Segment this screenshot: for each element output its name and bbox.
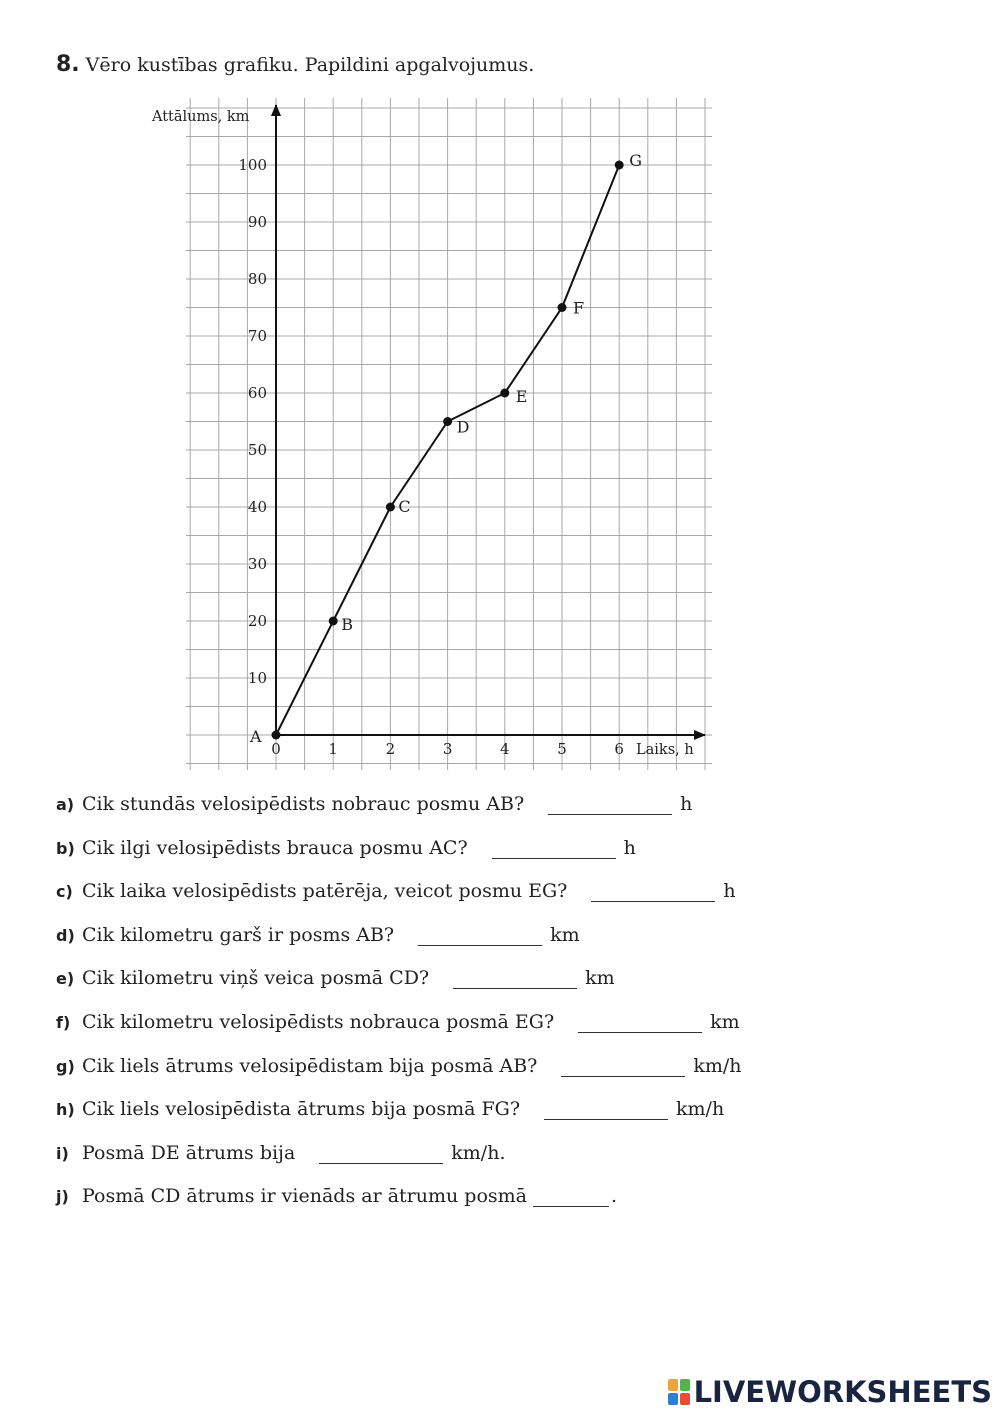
point-g [615,161,624,170]
logo-square-4 [680,1393,690,1405]
answer-input-j[interactable] [533,1188,609,1207]
x-tick-label: 1 [328,740,338,758]
chart-axes [151,104,706,758]
question-letter: a) [56,795,75,814]
question-text: Posmā DE ātrums bija [82,1141,296,1164]
x-axis-arrow-icon [694,730,706,740]
answer-input-c[interactable] [591,883,715,902]
question-letter: b) [56,838,75,858]
question-row [56,1055,742,1085]
logo-text: LIVEWORKSHEETS [693,1375,992,1409]
task-number: 8. [56,52,80,77]
answer-input-a[interactable] [548,796,672,815]
y-tick-label: 60 [247,384,267,402]
point-b [329,617,338,626]
question-row [56,967,615,997]
answer-input-g[interactable] [561,1058,685,1077]
point-label-d: D [456,417,470,437]
y-axis-arrow-icon [271,104,281,116]
question-text: Cik kilometru garš ir posms AB? [82,923,395,946]
point-label-c: C [398,497,411,516]
logo-square-2 [680,1379,690,1391]
answer-input-e[interactable] [453,970,577,989]
answer-unit: h [623,836,636,859]
liveworksheets-logo [668,1375,992,1409]
answer-input-h[interactable] [544,1101,668,1120]
question-row [56,1142,506,1172]
question-letter: j) [56,1187,69,1207]
question-letter: h) [56,1100,75,1120]
point-label-f: F [573,298,585,318]
question-row [56,1011,740,1041]
question-text: Cik liels velosipēdista ātrums bija posmā FG? [82,1098,521,1121]
answer-unit: km [710,1011,740,1033]
question-letter: c) [56,882,73,902]
question-row [56,924,580,954]
question-text: Posmā CD ātrums ir vienāds ar ātrumu posmā [82,1185,527,1208]
x-tick-label: 3 [442,740,453,758]
x-tick-label: 5 [557,740,567,758]
question-text: Cik laika velosipēdists patērēja, veicot posmu EG? [82,880,568,903]
point-label-b: B [341,615,353,634]
task-instruction: Vēro kustības grafiku. Papildini apgalvojumus. [85,54,535,76]
y-tick-label: 50 [247,441,267,459]
logo-square-3 [668,1393,678,1405]
logo-square-1 [668,1379,678,1391]
y-tick-label: 80 [247,270,267,288]
answer-unit: km/h [676,1098,725,1121]
chart-series [249,151,642,746]
answer-input-f[interactable] [578,1014,702,1033]
y-tick-label: 70 [247,327,267,345]
point-label-g: G [629,151,642,170]
question-letter: e) [56,969,75,989]
question-row [56,837,636,867]
y-tick-label: 40 [247,498,267,516]
answer-unit: h [680,793,693,815]
x-axis-label: Laiks, h [636,742,694,758]
point-label-e: E [515,387,528,406]
question-row [56,880,736,910]
x-tick-label: 4 [500,740,510,758]
x-tick-label: 0 [271,740,281,758]
x-tick-label: 2 [385,740,396,758]
question-row [56,1185,617,1215]
y-tick-label: 10 [247,669,267,687]
y-tick-label: 90 [247,213,267,231]
point-d [443,417,452,426]
point-a [272,731,281,740]
point-label-a: A [250,727,262,746]
y-tick-label: 30 [247,555,267,573]
question-text: Cik stundās velosipēdists nobrauc posmu AB? [82,793,525,815]
point-e [500,389,509,398]
y-axis-label: Attālums, km [152,109,250,125]
answer-input-b[interactable] [492,840,616,859]
question-letter: d) [56,925,75,945]
answer-unit: km [550,923,580,946]
question-text: Cik liels ātrums velosipēdistam bija posmā AB? [82,1054,538,1077]
question-row [56,793,692,823]
y-tick-label: 20 [247,612,267,630]
question-text: Cik kilometru viņš veica posmā CD? [82,967,430,990]
chart-tick-labels [238,156,624,758]
answer-input-i[interactable] [319,1145,443,1164]
answer-unit: km [585,967,615,990]
x-tick-label: 6 [614,740,624,758]
answer-input-d[interactable] [418,927,542,946]
question-text: Cik kilometru velosipēdists nobrauca posmā EG? [82,1011,555,1033]
question-letter: f) [56,1013,71,1032]
question-text: Cik ilgi velosipēdists brauca posmu AC? [82,836,468,859]
point-f [558,303,567,312]
question-row [56,1098,724,1128]
point-c [386,503,395,512]
question-letter: i) [56,1143,69,1163]
answer-unit: km/h. [451,1141,506,1164]
answer-unit: km/h [693,1054,742,1077]
answer-unit: h [723,880,736,903]
logo-mark-icon [668,1379,690,1405]
y-tick-label: 100 [238,156,267,174]
question-letter: g) [56,1056,75,1076]
answer-unit: . [610,1185,618,1208]
